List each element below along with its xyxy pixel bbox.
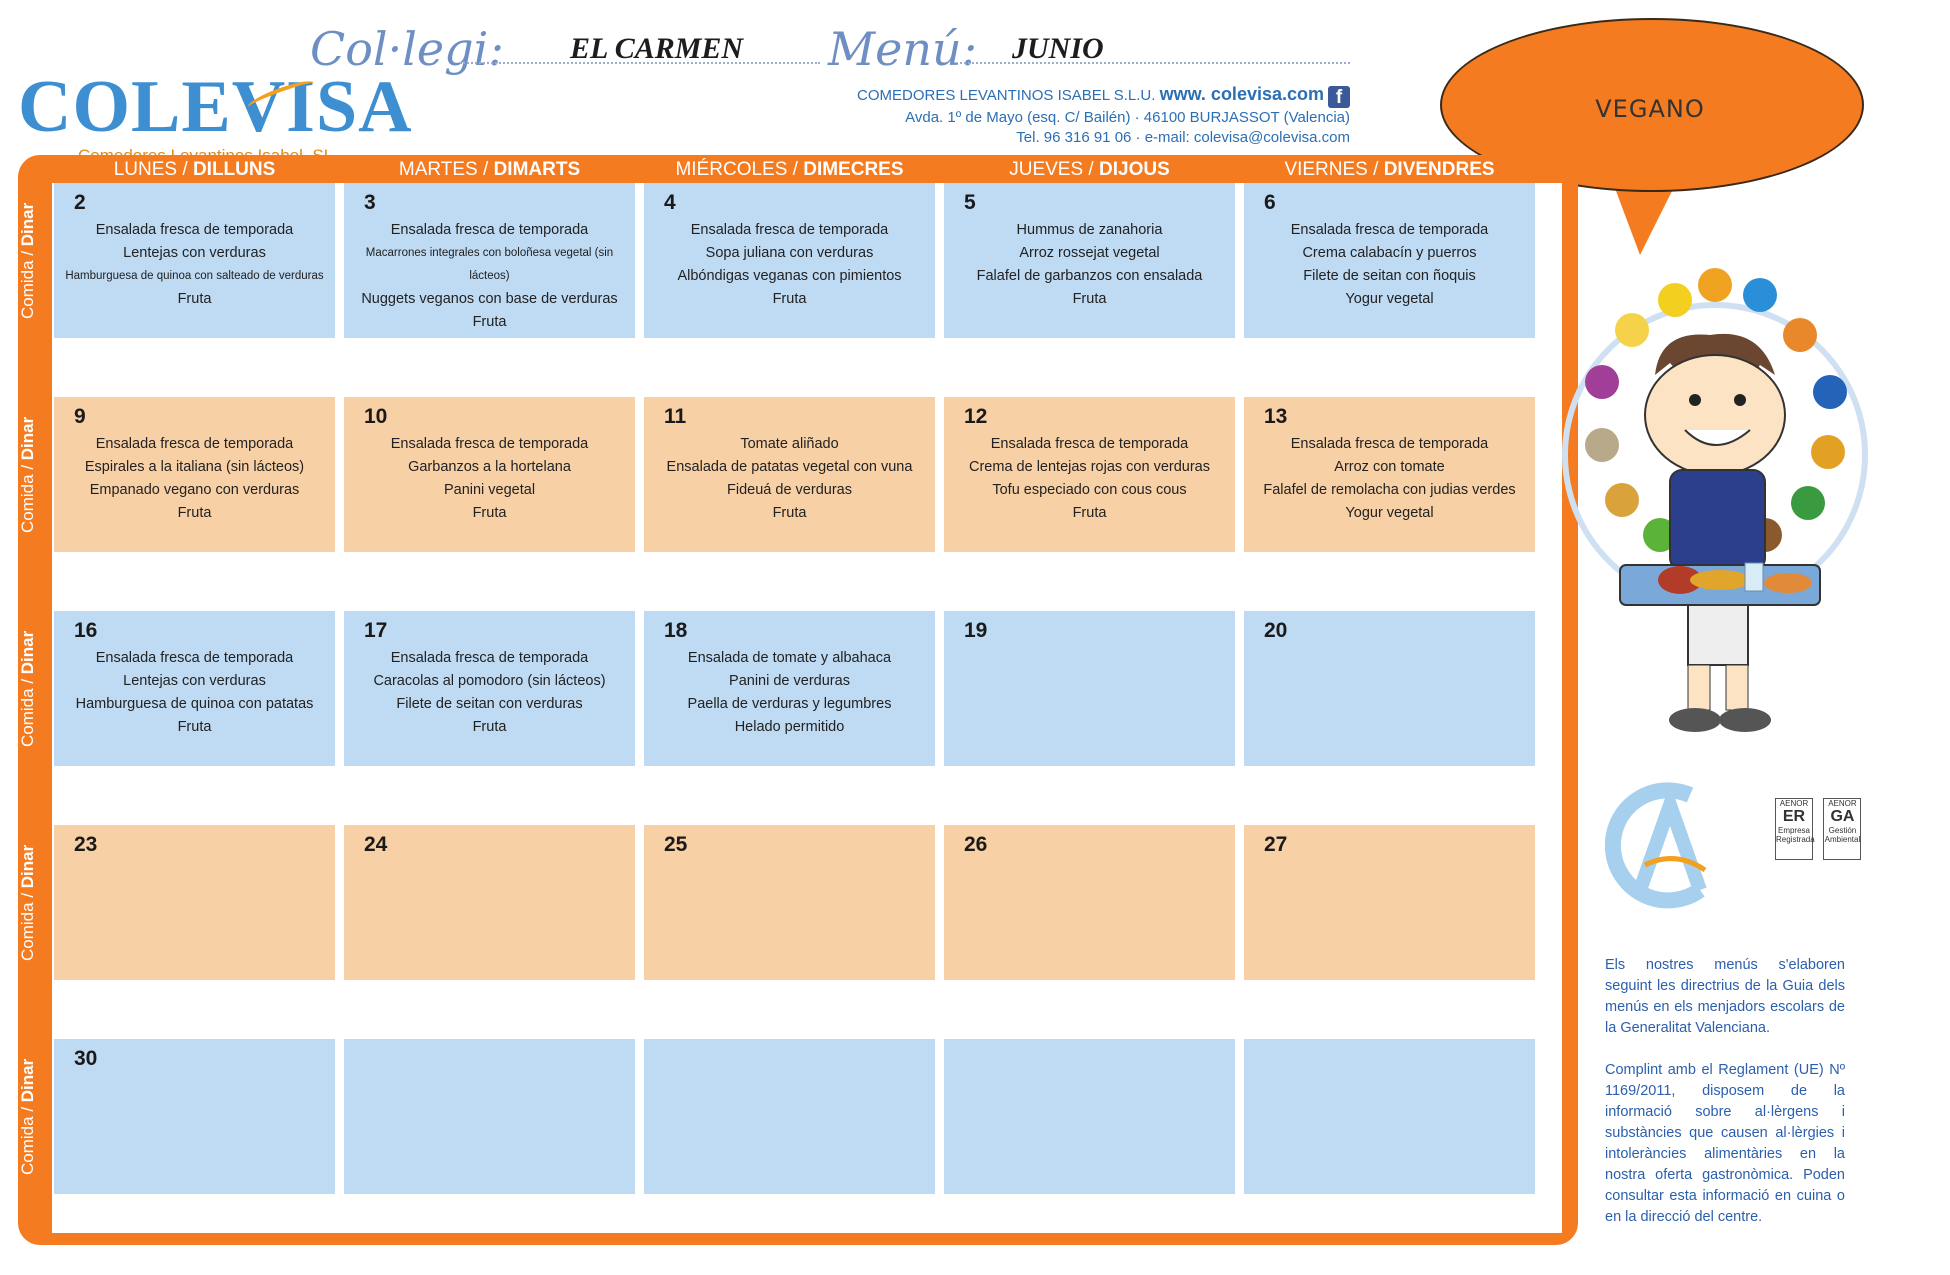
menu-dish: Crema de lentejas rojas con verduras <box>969 459 1210 475</box>
menu-dish: Fideuá de verduras <box>727 482 852 498</box>
row-label-sep: / <box>18 673 37 689</box>
menu-dish: Empanado vegano con verduras <box>89 482 300 498</box>
weekday-es: MIÉRCOLES <box>675 159 788 180</box>
day-menu <box>1248 219 1531 311</box>
menu-dish: Yogur vegetal <box>1345 291 1434 307</box>
day-cell <box>944 611 1235 766</box>
weekday-header: MIÉRCOLES / DIMECRES <box>675 159 904 180</box>
menu-dish: Fruta <box>472 314 507 330</box>
ga-caption: Gestión Ambiental <box>1824 826 1861 844</box>
row-label-comida-dinar <box>18 611 52 766</box>
day-cell <box>644 611 935 766</box>
school-name: EL CARMEN <box>570 32 744 65</box>
menu-dish: Ensalada fresca de temporada <box>1290 222 1489 238</box>
child-with-tray-illustration <box>1560 255 1870 745</box>
peanut-allergen-icon <box>1811 435 1845 469</box>
menu-dish: Fruta <box>772 505 807 521</box>
aenor-er-label: AENOR <box>1779 799 1809 808</box>
colevisa-logo <box>18 66 413 166</box>
day-number: 20 <box>1264 619 1288 642</box>
menu-dish: Ensalada fresca de temporada <box>990 436 1189 452</box>
row-label-va: Dinar <box>18 416 37 460</box>
day-number: 2 <box>74 191 86 214</box>
company-block <box>770 84 1350 148</box>
company-address: Avda. 1º de Mayo (esq. C/ Bailén) · 46100 BURJASSOT (Valencia) <box>905 109 1350 126</box>
nuts-allergen-icon <box>1783 318 1817 352</box>
menu-dish: Fruta <box>1072 505 1107 521</box>
day-number: 11 <box>664 405 687 428</box>
aenor-ga-badge <box>1823 798 1861 860</box>
gluten-allergen-icon <box>1698 268 1732 302</box>
menu-dish: Ensalada de tomate y albahaca <box>687 650 892 666</box>
menu-label: Menú: <box>828 22 978 76</box>
day-menu <box>58 219 331 311</box>
row-label-sep: / <box>18 887 37 903</box>
day-menu <box>348 647 631 739</box>
day-cell <box>1244 825 1535 980</box>
weekday-es: JUEVES <box>1009 159 1084 180</box>
company-contact: Tel. 96 316 91 06 · e-mail: colevisa@colevisa.com <box>1016 129 1350 146</box>
day-cell <box>944 1039 1235 1194</box>
weekday-es: VIERNES <box>1284 159 1368 180</box>
menu-dish: Nuggets veganos con base de verduras <box>361 291 618 307</box>
row-label-comida-dinar <box>18 183 52 338</box>
menu-dish: Falafel de garbanzos con ensalada <box>976 268 1203 284</box>
row-label-comida-dinar <box>18 1039 52 1194</box>
day-cell <box>1244 611 1535 766</box>
mollusc-allergen-icon <box>1615 313 1649 347</box>
menu-dish: Crema calabacín y puerros <box>1302 245 1477 261</box>
menu-dish: Fruta <box>772 291 807 307</box>
company-website[interactable]: www. colevisa.com <box>1159 84 1324 104</box>
day-cell <box>644 1039 935 1194</box>
menu-dish: Fruta <box>472 719 507 735</box>
menu-dish: Ensalada fresca de temporada <box>1290 436 1489 452</box>
footer-phones: Tel. 96 316 91 06 / Fax 96 316 91 07 <box>873 1250 1110 1266</box>
menu-dish: Ensalada de patatas vegetal con vuna <box>666 459 913 475</box>
menu-dish: Helado permitido <box>734 719 845 735</box>
menu-dish: Garbanzos a la hortelana <box>408 459 571 475</box>
menu-dish: Hamburguesa de quinoa con patatas <box>75 696 314 712</box>
menu-dish: Macarrones integrales con boloñesa vegetal (sin lácteos) <box>365 247 614 282</box>
badge-vegano: VEGANO <box>1595 95 1705 123</box>
facebook-icon[interactable]: f <box>1328 86 1350 108</box>
footer-company: COMEDORES LEVANTINOS ISABEL S.L. <box>84 1250 358 1266</box>
day-menu <box>348 433 631 525</box>
menu-dish: Tofu especiado con cous cous <box>992 482 1187 498</box>
school-label: Col·legi: <box>310 22 504 76</box>
row-label-comida-dinar <box>18 825 52 980</box>
day-number: 5 <box>964 191 976 214</box>
lupin-allergen-icon <box>1605 483 1639 517</box>
menu-dish: Albóndigas veganas con pimientos <box>677 268 902 284</box>
sesame-allergen-icon <box>1585 428 1619 462</box>
day-number: 6 <box>1264 191 1276 214</box>
ga-mark: GA <box>1830 808 1855 825</box>
row-label-sep: / <box>18 245 37 261</box>
day-cell <box>1244 183 1535 338</box>
day-number: 4 <box>664 191 676 214</box>
day-number: 16 <box>74 619 98 642</box>
row-label-comida-dinar <box>18 397 52 552</box>
day-number: 17 <box>364 619 388 642</box>
crustacean-allergen-icon <box>1743 278 1777 312</box>
menu-dish: Ensalada fresca de temporada <box>390 650 589 666</box>
day-number: 24 <box>364 833 388 856</box>
aenor-er-badge <box>1775 798 1813 860</box>
day-number: 9 <box>74 405 86 428</box>
day-cell <box>944 397 1235 552</box>
row-label-sep: / <box>18 1101 37 1117</box>
logo-word: COLEVISA <box>18 66 413 148</box>
menu-month: JUNIO <box>1012 32 1104 65</box>
day-cell <box>644 397 935 552</box>
day-cell <box>54 611 335 766</box>
calendar-footer <box>18 1245 1578 1271</box>
menu-dish: Yogur vegetal <box>1345 505 1434 521</box>
day-menu <box>648 219 931 311</box>
weekday-va: DIVENDRES <box>1383 159 1495 180</box>
day-number: 19 <box>964 619 988 642</box>
row-label-es: Comida <box>18 260 37 319</box>
day-cell <box>344 825 635 980</box>
weekday-va: DILLUNS <box>192 159 276 180</box>
weekday-header: LUNES / DILLUNS <box>113 159 276 180</box>
menu-dish: Ensalada fresca de temporada <box>95 222 294 238</box>
day-cell <box>54 397 335 552</box>
menu-dish: Hummus de zanahoria <box>1016 222 1163 238</box>
menu-dish: Arroz rossejat vegetal <box>1019 245 1160 261</box>
menu-dish: Lentejas con verduras <box>123 245 266 261</box>
day-number: 30 <box>74 1047 98 1070</box>
menu-dish: Ensalada fresca de temporada <box>95 436 294 452</box>
menu-dish: Arroz con tomate <box>1334 459 1445 475</box>
menu-dish: Ensalada fresca de temporada <box>390 436 589 452</box>
day-number: 13 <box>1264 405 1288 428</box>
menu-dish: Ensalada fresca de temporada <box>95 650 294 666</box>
weekday-header: JUEVES / DIJOUS <box>1009 159 1170 180</box>
certifications <box>1775 798 1865 860</box>
menu-dish: Sopa juliana con verduras <box>705 245 874 261</box>
footer-email: e-mail: colevisa@colevisa.com <box>1138 1250 1337 1266</box>
sulphite-allergen-icon <box>1585 365 1619 399</box>
menu-dish: Espirales a la italiana (sin lácteos) <box>84 459 305 475</box>
soy-allergen-icon <box>1791 486 1825 520</box>
menu-dish: Panini de verduras <box>729 673 850 689</box>
menu-dish: Fruta <box>472 505 507 521</box>
day-menu <box>58 647 331 739</box>
day-number: 10 <box>364 405 388 428</box>
row-label-va: Dinar <box>18 844 37 888</box>
menu-dish: Fruta <box>177 505 212 521</box>
day-cell <box>54 183 335 338</box>
menu-dish: Fruta <box>177 719 212 735</box>
row-label-va: Dinar <box>18 202 37 246</box>
row-label-va: Dinar <box>18 1058 37 1102</box>
day-cell <box>344 397 635 552</box>
day-cell <box>644 825 935 980</box>
row-label-es: Comida <box>18 688 37 747</box>
footer-address: Avda. 1º de Mayo (esq. C/ Bailén) · 46100 BURJASSOT (Valencia) <box>398 1250 829 1266</box>
menu-dish: Ensalada fresca de temporada <box>690 222 889 238</box>
row-label-sep: / <box>18 459 37 475</box>
er-caption: Empresa Registrada <box>1776 826 1815 844</box>
day-menu <box>1248 433 1531 525</box>
guidelines-paragraph: Els nostres menús s'elaboren seguint les directrius de la Guia dels menús en els menjadors escolars de la Generalitat Valenciana. <box>1605 957 1845 1036</box>
ca-logo <box>1605 770 1725 910</box>
weekday-es: MARTES <box>398 159 478 180</box>
menu-dish: Lentejas con verduras <box>123 673 266 689</box>
menu-dish: Falafel de remolacha con judias verdes <box>1263 482 1516 498</box>
weekday-va: DIJOUS <box>1099 159 1170 180</box>
weekday-va: DIMECRES <box>803 159 904 180</box>
day-number: 18 <box>664 619 688 642</box>
day-menu <box>348 219 631 334</box>
row-label-va: Dinar <box>18 630 37 674</box>
menu-dish: Panini vegetal <box>443 482 536 498</box>
day-number: 27 <box>1264 833 1288 856</box>
menu-dish: Fruta <box>1072 291 1107 307</box>
weekday-header: VIERNES / DIVENDRES <box>1284 159 1495 180</box>
day-cell <box>54 825 335 980</box>
day-number: 23 <box>74 833 98 856</box>
menu-dish: Hamburguesa de quinoa con salteado de verduras <box>65 270 324 282</box>
day-cell <box>54 1039 335 1194</box>
fish-allergen-icon <box>1813 375 1847 409</box>
weekday-es: LUNES <box>113 159 178 180</box>
day-menu <box>948 219 1231 311</box>
day-cell <box>644 183 935 338</box>
menu-dish: Filete de seitan con verduras <box>396 696 583 712</box>
footer-web: www.colevisa.com <box>1393 1250 1512 1266</box>
menu-dish: Fruta <box>177 291 212 307</box>
weekday-header: MARTES / DIMARTS <box>398 159 581 180</box>
day-cell <box>944 183 1235 338</box>
day-cell <box>344 611 635 766</box>
menu-dish: Paella de verduras y legumbres <box>687 696 892 712</box>
row-label-es: Comida <box>18 902 37 961</box>
day-number: 3 <box>364 191 376 214</box>
menu-dish: Filete de seitan con ñoquis <box>1303 268 1476 284</box>
day-menu <box>648 647 931 739</box>
menu-dish: Ensalada fresca de temporada <box>390 222 589 238</box>
weekday-va: DIMARTS <box>493 159 581 180</box>
day-menu <box>58 433 331 525</box>
row-label-es: Comida <box>18 1116 37 1175</box>
day-number: 12 <box>964 405 988 428</box>
aenor-ga-label: AENOR <box>1828 799 1857 808</box>
menu-dish: Tomate aliñado <box>740 436 839 452</box>
er-mark: ER <box>1782 808 1806 825</box>
menu-dish: Caracolas al pomodoro (sin lácteos) <box>373 673 606 689</box>
egg-allergen-icon <box>1658 283 1692 317</box>
row-label-es: Comida <box>18 474 37 533</box>
day-cell <box>944 825 1235 980</box>
day-number: 25 <box>664 833 688 856</box>
day-cell <box>344 1039 635 1194</box>
day-menu <box>648 433 931 525</box>
day-menu <box>948 433 1231 525</box>
allergen-regulation-paragraph: Complint amb el Reglament (UE) Nº 1169/2011, disposem de la informació sobre al·lèrgens i substàncies que causen al·lèrgies i intoleràncies alimentàries en la nostra oferta gastronòmica. Poden consultar esta informació en cuina o en la direcció del centre. <box>1605 1062 1845 1225</box>
day-cell <box>1244 397 1535 552</box>
day-cell <box>1244 1039 1535 1194</box>
company-name: COMEDORES LEVANTINOS ISABEL S.L.U. <box>857 87 1156 104</box>
day-number: 26 <box>964 833 988 856</box>
day-cell <box>344 183 635 338</box>
